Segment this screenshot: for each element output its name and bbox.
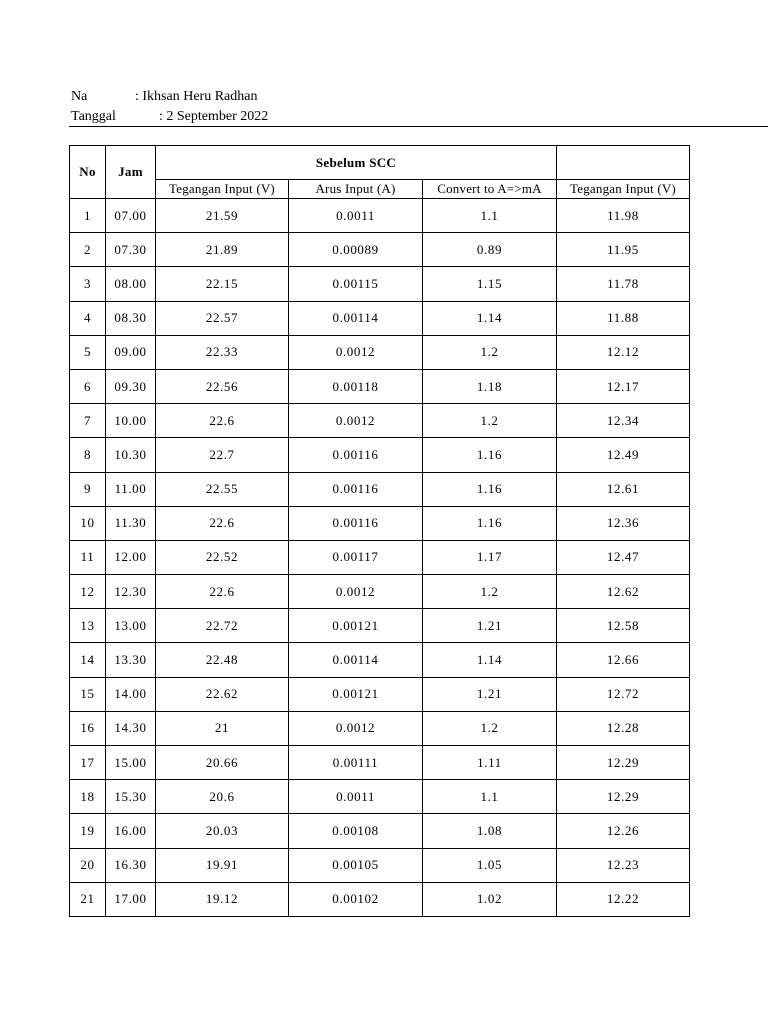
column-header-convert: Convert to A=>mA bbox=[423, 180, 557, 199]
cell-tegangan-input: 22.52 bbox=[156, 540, 289, 574]
cell-convert-ma: 1.21 bbox=[423, 677, 557, 711]
cell-convert-ma: 1.1 bbox=[423, 199, 557, 233]
table-row bbox=[70, 335, 690, 369]
column-header-jam: Jam bbox=[106, 146, 156, 199]
cell-convert-ma: 1.2 bbox=[423, 711, 557, 745]
cell-no: 7 bbox=[70, 404, 106, 438]
cell-arus-input: 0.00116 bbox=[289, 472, 423, 506]
date-label: Tanggal bbox=[71, 109, 116, 124]
cell-no: 3 bbox=[70, 267, 106, 301]
table-row bbox=[70, 233, 690, 267]
table-subheader-row bbox=[70, 180, 690, 199]
cell-no: 12 bbox=[70, 575, 106, 609]
cell-tegangan-input-2: 12.29 bbox=[557, 780, 690, 814]
cell-no: 20 bbox=[70, 848, 106, 882]
cell-tegangan-input: 20.66 bbox=[156, 746, 289, 780]
cell-tegangan-input: 22.6 bbox=[156, 575, 289, 609]
cell-convert-ma: 1.2 bbox=[423, 335, 557, 369]
table-row bbox=[70, 780, 690, 814]
cell-arus-input: 0.0012 bbox=[289, 575, 423, 609]
cell-jam: 12.00 bbox=[106, 540, 156, 574]
cell-tegangan-input: 22.7 bbox=[156, 438, 289, 472]
cell-tegangan-input-2: 12.47 bbox=[557, 540, 690, 574]
cell-no: 1 bbox=[70, 199, 106, 233]
cell-arus-input: 0.00089 bbox=[289, 233, 423, 267]
cell-tegangan-input-2: 12.29 bbox=[557, 746, 690, 780]
cell-no: 14 bbox=[70, 643, 106, 677]
cell-convert-ma: 1.15 bbox=[423, 267, 557, 301]
cell-jam: 11.00 bbox=[106, 472, 156, 506]
table-header-row bbox=[70, 146, 690, 180]
cell-convert-ma: 1.14 bbox=[423, 643, 557, 677]
cell-tegangan-input: 20.03 bbox=[156, 814, 289, 848]
table-row bbox=[70, 540, 690, 574]
name-value: : Ikhsan Heru Radhan bbox=[135, 89, 258, 104]
cell-tegangan-input-2: 12.61 bbox=[557, 472, 690, 506]
column-header-arus-input: Arus Input (A) bbox=[289, 180, 423, 199]
table-row bbox=[70, 404, 690, 438]
column-header-no: No bbox=[70, 146, 106, 199]
cell-tegangan-input-2: 12.17 bbox=[557, 369, 690, 403]
cell-arus-input: 0.0011 bbox=[289, 199, 423, 233]
measurement-table bbox=[69, 145, 690, 917]
date-value: : 2 September 2022 bbox=[159, 109, 269, 124]
cell-tegangan-input-2: 11.78 bbox=[557, 267, 690, 301]
column-header-tegangan-input: Tegangan Input (V) bbox=[156, 180, 289, 199]
table-row bbox=[70, 472, 690, 506]
cell-arus-input: 0.0012 bbox=[289, 404, 423, 438]
cell-convert-ma: 1.16 bbox=[423, 472, 557, 506]
table-row bbox=[70, 267, 690, 301]
cell-convert-ma: 1.16 bbox=[423, 438, 557, 472]
cell-tegangan-input-2: 12.58 bbox=[557, 609, 690, 643]
cell-jam: 15.00 bbox=[106, 746, 156, 780]
cell-jam: 11.30 bbox=[106, 506, 156, 540]
cell-no: 13 bbox=[70, 609, 106, 643]
cell-tegangan-input: 22.6 bbox=[156, 404, 289, 438]
cell-convert-ma: 1.14 bbox=[423, 301, 557, 335]
table-row bbox=[70, 301, 690, 335]
cell-tegangan-input: 22.55 bbox=[156, 472, 289, 506]
cell-tegangan-input-2: 12.34 bbox=[557, 404, 690, 438]
cell-arus-input: 0.00116 bbox=[289, 506, 423, 540]
table-row bbox=[70, 609, 690, 643]
cell-jam: 09.00 bbox=[106, 335, 156, 369]
cell-jam: 14.00 bbox=[106, 677, 156, 711]
cell-tegangan-input-2: 12.62 bbox=[557, 575, 690, 609]
cell-no: 5 bbox=[70, 335, 106, 369]
cell-no: 18 bbox=[70, 780, 106, 814]
cell-jam: 14.30 bbox=[106, 711, 156, 745]
cell-tegangan-input: 22.56 bbox=[156, 369, 289, 403]
cell-tegangan-input: 22.48 bbox=[156, 643, 289, 677]
cell-tegangan-input-2: 12.12 bbox=[557, 335, 690, 369]
cell-tegangan-input: 20.6 bbox=[156, 780, 289, 814]
table-row bbox=[70, 848, 690, 882]
cell-jam: 13.00 bbox=[106, 609, 156, 643]
cell-convert-ma: 1.08 bbox=[423, 814, 557, 848]
cell-tegangan-input-2: 11.88 bbox=[557, 301, 690, 335]
cell-tegangan-input: 22.62 bbox=[156, 677, 289, 711]
table-row bbox=[70, 199, 690, 233]
cell-tegangan-input-2: 12.28 bbox=[557, 711, 690, 745]
cell-tegangan-input-2: 12.72 bbox=[557, 677, 690, 711]
cell-no: 9 bbox=[70, 472, 106, 506]
cell-tegangan-input-2: 11.95 bbox=[557, 233, 690, 267]
cell-jam: 17.00 bbox=[106, 882, 156, 916]
cell-arus-input: 0.00114 bbox=[289, 301, 423, 335]
cell-arus-input: 0.0011 bbox=[289, 780, 423, 814]
table-row bbox=[70, 575, 690, 609]
table-row bbox=[70, 438, 690, 472]
cell-tegangan-input-2: 12.23 bbox=[557, 848, 690, 882]
group-header-next bbox=[557, 146, 690, 180]
cell-arus-input: 0.0012 bbox=[289, 335, 423, 369]
cell-tegangan-input-2: 12.49 bbox=[557, 438, 690, 472]
cell-tegangan-input-2: 11.98 bbox=[557, 199, 690, 233]
table-row bbox=[70, 506, 690, 540]
cell-no: 21 bbox=[70, 882, 106, 916]
cell-convert-ma: 1.1 bbox=[423, 780, 557, 814]
cell-tegangan-input-2: 12.26 bbox=[557, 814, 690, 848]
cell-tegangan-input-2: 12.36 bbox=[557, 506, 690, 540]
table-body bbox=[70, 199, 690, 917]
cell-arus-input: 0.00102 bbox=[289, 882, 423, 916]
cell-arus-input: 0.00108 bbox=[289, 814, 423, 848]
cell-jam: 16.00 bbox=[106, 814, 156, 848]
cell-arus-input: 0.00114 bbox=[289, 643, 423, 677]
cell-no: 2 bbox=[70, 233, 106, 267]
cell-tegangan-input: 19.12 bbox=[156, 882, 289, 916]
cell-convert-ma: 1.17 bbox=[423, 540, 557, 574]
table-row bbox=[70, 746, 690, 780]
cell-jam: 07.30 bbox=[106, 233, 156, 267]
cell-tegangan-input-2: 12.22 bbox=[557, 882, 690, 916]
cell-arus-input: 0.00117 bbox=[289, 540, 423, 574]
cell-no: 17 bbox=[70, 746, 106, 780]
group-header-sebelum-scc: Sebelum SCC bbox=[156, 146, 557, 180]
cell-arus-input: 0.00116 bbox=[289, 438, 423, 472]
cell-jam: 10.30 bbox=[106, 438, 156, 472]
cell-convert-ma: 1.05 bbox=[423, 848, 557, 882]
cell-tegangan-input: 22.15 bbox=[156, 267, 289, 301]
cell-tegangan-input: 22.72 bbox=[156, 609, 289, 643]
cell-tegangan-input: 21.59 bbox=[156, 199, 289, 233]
table-row bbox=[70, 882, 690, 916]
name-label: Na bbox=[71, 89, 88, 104]
cell-arus-input: 0.0012 bbox=[289, 711, 423, 745]
cell-jam: 10.00 bbox=[106, 404, 156, 438]
cell-no: 11 bbox=[70, 540, 106, 574]
cell-jam: 08.00 bbox=[106, 267, 156, 301]
cell-no: 15 bbox=[70, 677, 106, 711]
cell-jam: 13.30 bbox=[106, 643, 156, 677]
cell-convert-ma: 1.02 bbox=[423, 882, 557, 916]
cell-convert-ma: 1.11 bbox=[423, 746, 557, 780]
cell-no: 16 bbox=[70, 711, 106, 745]
cell-convert-ma: 1.2 bbox=[423, 575, 557, 609]
cell-jam: 16.30 bbox=[106, 848, 156, 882]
cell-tegangan-input-2: 12.66 bbox=[557, 643, 690, 677]
header-divider bbox=[69, 126, 768, 127]
cell-jam: 09.30 bbox=[106, 369, 156, 403]
cell-jam: 15.30 bbox=[106, 780, 156, 814]
cell-convert-ma: 1.18 bbox=[423, 369, 557, 403]
cell-convert-ma: 1.16 bbox=[423, 506, 557, 540]
cell-jam: 07.00 bbox=[106, 199, 156, 233]
cell-no: 19 bbox=[70, 814, 106, 848]
cell-convert-ma: 1.2 bbox=[423, 404, 557, 438]
cell-tegangan-input: 22.6 bbox=[156, 506, 289, 540]
cell-jam: 12.30 bbox=[106, 575, 156, 609]
cell-arus-input: 0.00121 bbox=[289, 677, 423, 711]
cell-arus-input: 0.00111 bbox=[289, 746, 423, 780]
cell-convert-ma: 0.89 bbox=[423, 233, 557, 267]
cell-tegangan-input: 22.33 bbox=[156, 335, 289, 369]
cell-jam: 08.30 bbox=[106, 301, 156, 335]
cell-convert-ma: 1.21 bbox=[423, 609, 557, 643]
cell-arus-input: 0.00118 bbox=[289, 369, 423, 403]
cell-tegangan-input: 22.57 bbox=[156, 301, 289, 335]
cell-tegangan-input: 19.91 bbox=[156, 848, 289, 882]
cell-no: 6 bbox=[70, 369, 106, 403]
table-row bbox=[70, 814, 690, 848]
table-row bbox=[70, 711, 690, 745]
cell-no: 8 bbox=[70, 438, 106, 472]
cell-no: 10 bbox=[70, 506, 106, 540]
cell-arus-input: 0.00121 bbox=[289, 609, 423, 643]
cell-arus-input: 0.00115 bbox=[289, 267, 423, 301]
table-row bbox=[70, 643, 690, 677]
cell-tegangan-input: 21 bbox=[156, 711, 289, 745]
column-header-tegangan-input-2: Tegangan Input (V) bbox=[557, 180, 690, 199]
table-row bbox=[70, 677, 690, 711]
cell-tegangan-input: 21.89 bbox=[156, 233, 289, 267]
cell-no: 4 bbox=[70, 301, 106, 335]
cell-arus-input: 0.00105 bbox=[289, 848, 423, 882]
table-row bbox=[70, 369, 690, 403]
